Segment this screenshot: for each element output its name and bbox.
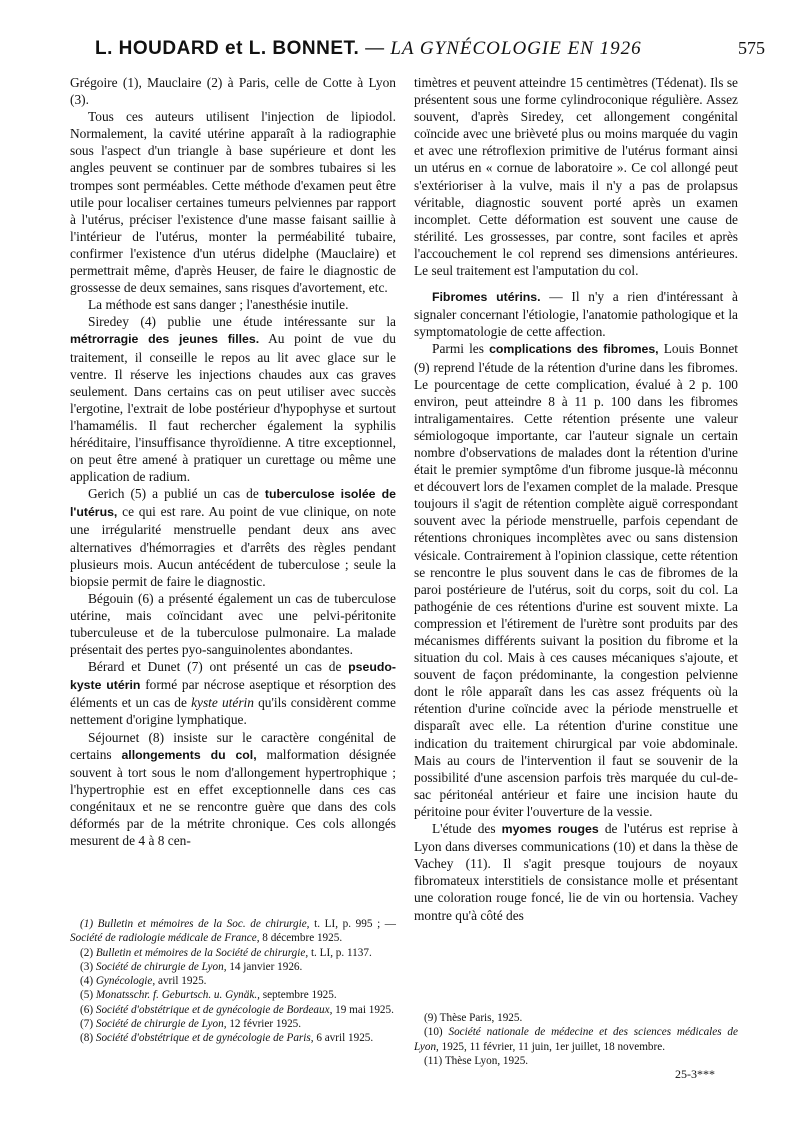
paragraph: Bérard et Dunet (7) ont présenté un cas de pseudo-kyste utérin formé par nécrose aseptique et résorption des éléments et un cas de kyste utérin qu'ils considèrent comme nettement d'origine lymphatique. xyxy=(70,659,396,728)
keyword: myomes rouges xyxy=(501,822,599,837)
paragraph: Parmi les complications des fibromes, Louis Bonnet (9) reprend l'étude de la rétention d'urine dans les fibromes. Le pourcentage de cette complication, évalué à 2 p. 100 environ, peut atteindre 8 à 11 p. 100 dans les fibromes intraligamentaires. Cette rétention présente une valeur sémiologoque importante, car l'auteur signale un certain nombre d'observations de malades dont la rétention d'urine était le premier symptôme d'un fibrome jusque-là méconnu et découvert lors de l'examen complet de la malade. Presque toujours il s'agit de rétention complète aiguë correspondant souvent avec la période menstruelle, parfois cependant de rétentions chroniques incomplètes avec ou sans distension vésicale. Contrairement à l'opinion classique, cette rétention se rencontre le plus souvent dans le cas de fibromes de la paroi postérieure de l'utérus, soit du corps, soit du col. La pathogénie de ces rétentions d'urine est souvent mixte. La compression et l'étirement de l'urètre sont produits par des mécanismes différents suivant la position du fibrome et la situation du col. Mais à ces causes mécaniques s'ajoute, et souvent de façon prédominante, la congestion pelvienne dont le rôle apparaît dans les cas assez fréquents où la rétention d'urine coïncide avec la période menstruelle et disparaît avec elle. La rétention d'urine constitue une indication du traitement chirurgical par voie abdominale. Mais au cours de l'intervention il faut se souvenir de la possibilité d'une ascension parfois très marquée du cul-de-sac péritonéal antérieur et faire une incision haute du péritoine pour éviter l'ouverture de la vessie. xyxy=(414,341,738,819)
header-title xyxy=(95,38,642,60)
paragraph: Gerich (5) a publié un cas de tuberculose isolée de l'utérus, ce qui est rare. Au point de vue clinique, on note une irrégularité menstruelle pendant deux ans avec alternatives d'hémorragies et d'arrêts des règles pendant plusieurs mois. Aucun antécédent de tuberculose ; seule la biopsie permit de faire le diagnostic. xyxy=(70,486,396,589)
header-dash: — xyxy=(365,38,385,59)
footnote: (8) Société d'obstétrique et de gynécologie de Paris, 6 avril 1925. xyxy=(80,1032,374,1045)
footnote: (4) Gynécologie, avril 1925. xyxy=(80,975,207,988)
footnote: (10) Société nationale de médecine et des sciences médicales de Lyon, 1925, 11 février, 11 juin, 1er juillet, 18 novembre. xyxy=(414,1026,738,1053)
left-column xyxy=(70,74,396,849)
keyword: allongements du col, xyxy=(121,747,257,762)
paragraph: Bégouin (6) a présenté également un cas de tuberculose utérine, mais coïncidant avec une pelvi-péritonite tuberculeuse et de la tuberculose pulmonaire. La malade présentait des pertes pyo-sanguinolentes abondantes. xyxy=(70,590,396,658)
paragraph: Siredey (4) publie une étude intéressante sur la métrorragie des jeunes filles. Au point de vue du traitement, il conseille le repos au lit avec glace sur le ventre. Il réserve les injections chaudes aux cas graves seulement. Dans certains cas on peut utiliser avec succès l'ergotine, l'extrait de lobe postérieur d'hypophyse et surtout l'hamamélis. Il faut rechercher également la syphilis héréditaire, l'insuffisance thyroïdienne. A titre exceptionnel, on peut être amené à pratiquer un curettage ou même une application de radium. xyxy=(70,314,396,485)
header-authors: L. HOUDARD et L. BONNET. xyxy=(95,38,360,59)
page-number: 575 xyxy=(738,38,765,58)
paragraph: Tous ces auteurs utilisent l'injection de lipiodol. Normalement, la cavité utérine apparaît à la radiographie sous l'aspect d'un triangle à base supérieure et dont les angles peuvent se continuer par de sombres tubaires si les trompes sont perméables. Cette méthode d'examen peut être utile pour localiser certaines tumeurs pelviennes par rapport à l'utérus, préciser l'existence d'une masse faisant saillie à l'intérieur de l'utérus, monter la perméabilité tubaire, confirmer l'existence d'un utérus didelphe (Mauclaire) et permettrait même, d'après Heuser, de faire le diagnostic de grossesse de deux semaines, sans risques d'avortement, etc. xyxy=(70,109,396,296)
footnote: (5) Monatsschr. f. Geburtsch. u. Gynäk., septembre 1925. xyxy=(80,989,337,1002)
paragraph: L'étude des myomes rouges de l'utérus est reprise à Lyon dans diverses communications (10) et dans la thèse de Vachey (11). Il s'agit presque toujours de noyaux fibromateux interstitiels de consistance molle et présentant une coloration rouge foncé, lie de vin ou hortensia. Vachey montre qu'à côté des xyxy=(414,821,738,923)
keyword: pseudo-kyste utérin xyxy=(70,660,396,693)
right-column xyxy=(414,74,738,924)
paragraph: Fibromes utérins. — Il n'y a rien d'intéressant à signaler concernant l'étiologie, l'anatomie pathologique et la symptomatologie de cette affection. xyxy=(414,289,738,340)
footnotes-right xyxy=(414,1011,738,1068)
italic-term: kyste utérin xyxy=(191,695,254,711)
keyword: métrorragie des jeunes filles. xyxy=(70,332,260,347)
keyword: tuberculose isolée de l'utérus, xyxy=(70,487,396,520)
footnote: (9) Thèse Paris, 1925. xyxy=(424,1012,523,1024)
section-heading: Fibromes utérins. xyxy=(432,290,541,305)
keyword: complications des fibromes, xyxy=(489,342,659,357)
footnote: (6) Société d'obstétrique et de gynécologie de Bordeaux, 19 mai 1925. xyxy=(80,1003,394,1016)
footnote: (1) Bulletin et mémoires de la Soc. de chirurgie, t. LI, p. 995 ; — Société de radiologie médicale de France, 8 décembre 1925. xyxy=(70,918,396,945)
paragraph: timètres et peuvent atteindre 15 centimètres (Tédenat). Ils se présentent sous une forme cylindroconique régulière. Assez souvent, d'après Siredey, cet allongement congénital coïncide avec une brièveté plus ou moins marquée du vagin et avec une rétroflexion primitive de l'utérus formant ainsi un utérus en « cornue de laboratoire ». Ce col allongé peut s'extérioriser à la vulve, mais il n'y a pas de prolapsus véritable, diagnostic souvent porté après un examen incomplet. Cette déformation est souvent une cause de stérilité. Les grossesses, par contre, sont faciles et après l'accouchement le col reprend ses dimensions antérieures. Le seul traitement est l'amputation du col. xyxy=(414,75,738,279)
footnote: (3) Société de chirurgie de Lyon, 14 janvier 1926. xyxy=(80,960,303,973)
running-header xyxy=(95,38,765,68)
footnote: (7) Société de chirurgie de Lyon, 12 février 1925. xyxy=(80,1018,302,1031)
footnote: (2) Bulletin et mémoires de la Société de chirurgie, t. LI, p. 1137. xyxy=(80,946,372,959)
printer-signature: 25-3*** xyxy=(675,1067,715,1081)
footnotes-left xyxy=(70,917,396,1046)
paragraph: La méthode est sans danger ; l'anesthésie inutile. xyxy=(88,297,349,313)
footnote: (11) Thèse Lyon, 1925. xyxy=(424,1054,529,1067)
paragraph: Grégoire (1), Mauclaire (2) à Paris, celle de Cotte à Lyon (3). xyxy=(70,75,396,108)
paragraph: Séjournet (8) insiste sur le caractère congénital de certains allongements du col, malformation désignée souvent à tort sous le nom d'allongement hypertrophique ; l'hypertrophie est en effet exceptionnelle dans ces cas congénitaux et ne se rencontre guère que dans des cols déformés par de la métrite chronique. Ces cols allongés mesurent de 4 à 8 cen- xyxy=(70,729,396,849)
header-journal-title: LA GYNÉCOLOGIE EN 1926 xyxy=(390,38,642,59)
